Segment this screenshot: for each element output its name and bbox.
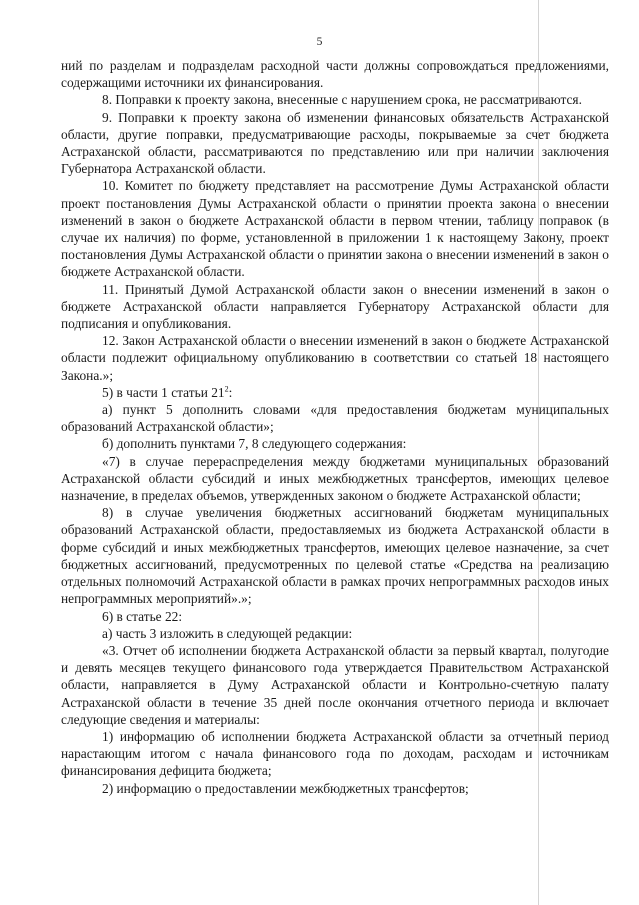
paragraph-text: а) часть 3 изложить в следующей редакции: — [102, 625, 353, 641]
paragraph — [61, 384, 609, 401]
paragraph-text: 5) в части 1 статьи 21 — [102, 384, 225, 400]
paragraph — [61, 57, 609, 91]
paragraph — [61, 401, 609, 435]
paragraph-text: 9. Поправки к проекту закона об изменении финансовых обязательств Астраханской области, другие поправки, предусматривающие расходы, покрываемые за счет бюджета Астраханской области, рассматриваются по представлению или при наличии заключения Губернатора Астраханской области. — [61, 109, 609, 177]
paragraph — [61, 504, 609, 607]
paragraph — [61, 608, 609, 625]
paragraph-text: 6) в статье 22: — [102, 608, 183, 624]
paragraph-text-tail: : — [228, 384, 233, 400]
paragraph-text: б) дополнить пунктами 7, 8 следующего содержания: — [102, 436, 407, 452]
paragraph — [61, 177, 609, 280]
paragraph-text: 8) в случае увеличения бюджетных ассигнований бюджетам муниципальных образований Астраханской области, предоставляемых из бюджета Астраханской области в форме субсидий и иных межбюджетных трансфертов, имеющих целевое назначение, за счет бюджетных ассигнований, предусмотренных по целевой статье «Средства на реализацию отдельных полномочий Астраханской области в рамках прочих непрограммных расходов иных непрограммных мероприятий».»; — [61, 505, 609, 607]
document-body — [61, 57, 609, 797]
paragraph-text: 2) информацию о предоставлении межбюджетных трансфертов; — [102, 780, 469, 796]
paragraph-text: 12. Закон Астраханской области о внесении изменений в закон о бюджете Астраханской области подлежит официальному опубликованию в соответствии со статьей 18 настоящего Закона.»; — [61, 333, 609, 383]
paragraph — [61, 453, 609, 505]
paragraph-text: 1) информацию об исполнении бюджета Астраханской области за отчетный период нарастающим итогом с начала финансового года по доходам, расходам и источникам финансирования дефицита бюджета; — [61, 728, 609, 779]
paragraph-text: а) пункт 5 дополнить словами «для предоставления бюджетам муниципальных образований Астраханской области»; — [61, 402, 609, 435]
paragraph-text: «3. Отчет об исполнении бюджета Астраханской области за первый квартал, полугодие и девять месяцев текущего финансового года утверждается Правительством Астраханской области, направляется в Думу Астраханской области и Контрольно-счетную палату Астраханской области в течение 35 дней после окончания отчетного периода и включает следующие сведения и материалы: — [61, 642, 609, 727]
paragraph — [61, 625, 609, 642]
superscript: 2 — [224, 384, 229, 394]
paragraph-text: «7) в случае перераспределения между бюджетами муниципальных образований Астраханской области субсидий и иных межбюджетных трансфертов, имеющих целевое назначение, в пределах объемов, утвержденных законом о бюджете Астраханской области; — [61, 453, 609, 504]
page-number: 5 — [316, 36, 323, 48]
paragraph-text: ний по разделам и подразделам расходной части должны сопровождаться предложениями, содержащими источники их финансирования. — [61, 58, 609, 91]
paragraph — [61, 281, 609, 333]
paragraph — [61, 91, 609, 108]
paragraph-text: 8. Поправки к проекту закона, внесенные с нарушением срока, не рассматриваются. — [102, 92, 582, 108]
paragraph — [61, 642, 609, 728]
paragraph — [61, 728, 609, 780]
paragraph — [61, 109, 609, 178]
paragraph — [61, 780, 609, 797]
paragraph — [61, 332, 609, 384]
paragraph — [61, 435, 609, 452]
paragraph-text: 10. Комитет по бюджету представляет на рассмотрение Думы Астраханской области проект постановления Думы Астраханской области о принятии проекта закона о внесении изменений в закон о бюджете Астраханской области в первом чтении, таблицу поправок (в случае их наличия) по форме, установленной в приложении 1 к настоящему Закону, проект постановления Думы Астраханской области о принятии закона о внесении изменений в закон о бюджете Астраханской области. — [61, 178, 609, 280]
paragraph-text: 11. Принятый Думой Астраханской области закон о внесении изменений в закон о бюджете Астраханской области направляется Губернатору Астраханской области для подписания и опубликования. — [61, 281, 609, 332]
